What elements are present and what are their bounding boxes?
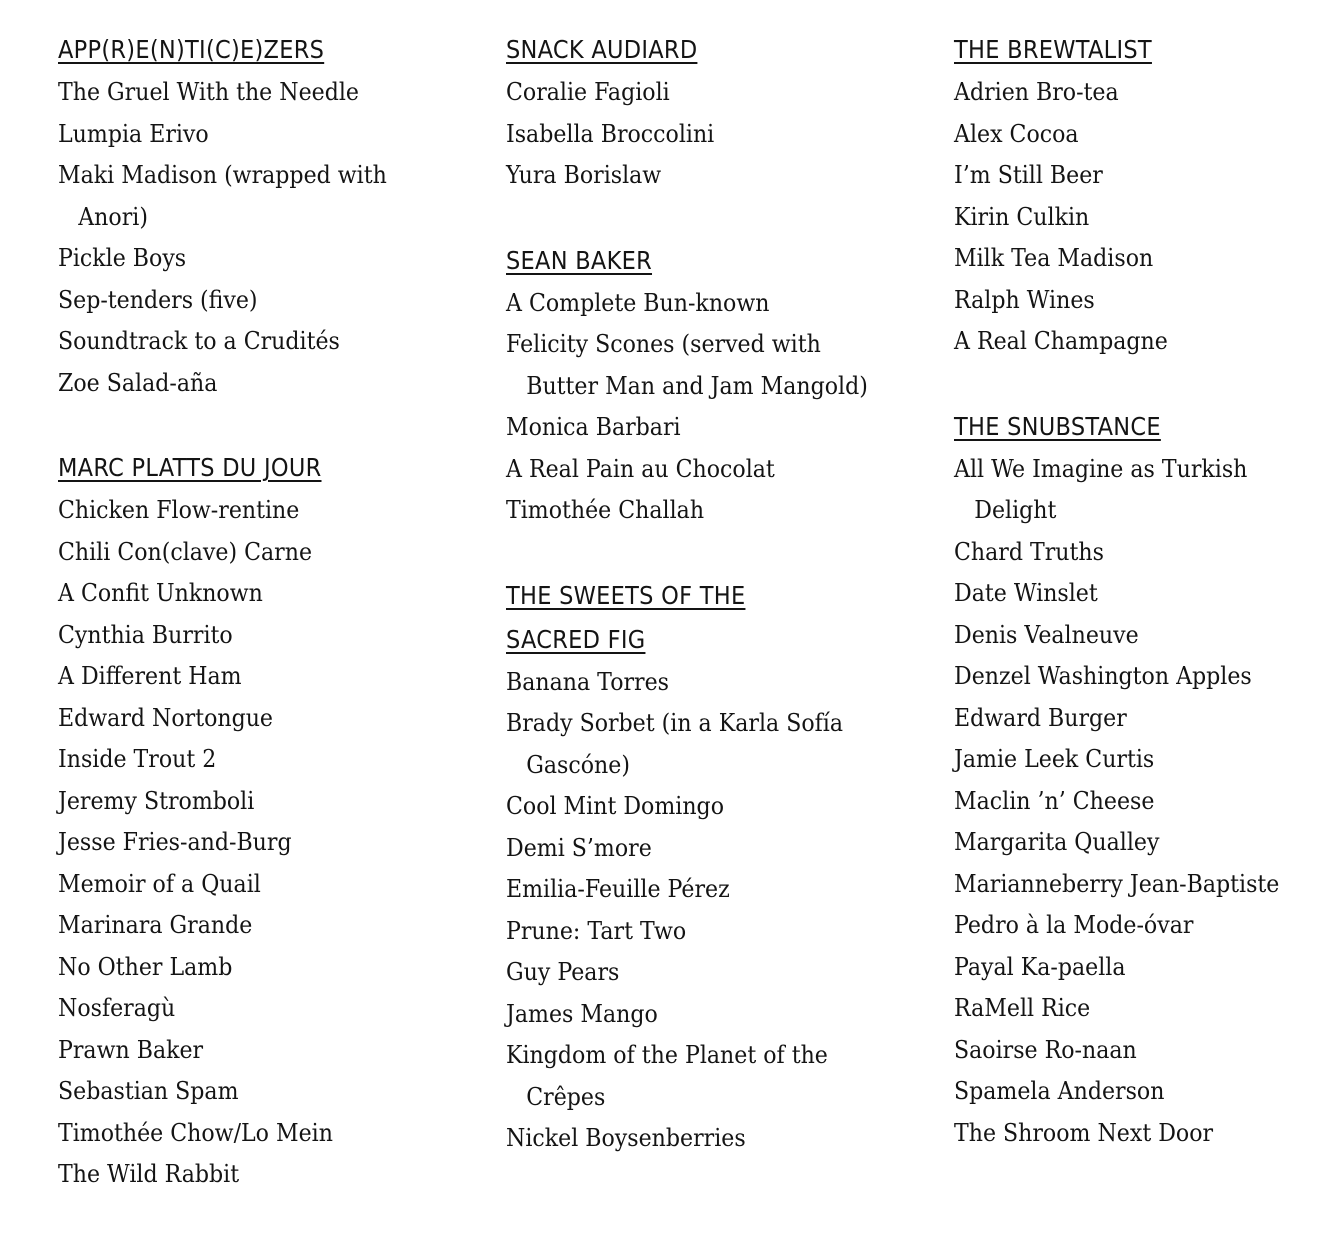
menu-item: Zoe Salad-aña [58, 368, 218, 397]
menu-item: Maclin ’n’ Cheese [954, 786, 1155, 815]
menu-item-list [954, 72, 1344, 363]
menu-item: RaMell Rice [954, 994, 1091, 1022]
menu-item: Jesse Fries-and-Burg [58, 828, 292, 856]
menu-column-3 [954, 28, 1344, 1196]
menu-item: Coralie Fagioli [506, 78, 670, 106]
menu-item: Pickle Boys [58, 244, 187, 272]
menu-item: Margarita Qualley [954, 828, 1160, 856]
menu-item: Jamie Leek Curtis [954, 745, 1155, 773]
menu-column-2 [506, 28, 906, 1202]
menu-item: Denzel Washington Apples [954, 662, 1252, 690]
menu-section-snubstance [954, 405, 1344, 1155]
menu-item-list [954, 449, 1344, 1155]
menu-item: Denis Vealneuve [954, 620, 1139, 649]
menu-item-list [58, 490, 458, 1196]
menu-item: Kingdom of the Planet of the Crêpes [506, 1041, 828, 1111]
menu-item: All We Imagine as Turkish Delight [954, 454, 1248, 524]
menu-section-appetizers [58, 28, 458, 404]
section-heading: THE SNUBSTANCE [954, 411, 1161, 441]
menu-item: Sep-tenders (five) [58, 285, 258, 314]
menu-item: Kirin Culkin [954, 202, 1090, 231]
menu-item: Demi S’more [506, 833, 652, 862]
menu-item: Prune: Tart Two [506, 916, 687, 945]
menu-item: Date Winslet [954, 579, 1098, 607]
menu-item-list [506, 662, 906, 1160]
section-heading: SEAN BAKER [506, 245, 653, 275]
menu-item: Alex Cocoa [954, 119, 1079, 148]
menu-item: Soundtrack to a Crudités [58, 327, 340, 355]
menu-item: Banana Torres [506, 667, 669, 696]
menu-item: Prawn Baker [58, 1035, 204, 1064]
menu-section-mains [58, 446, 458, 1196]
menu-item: Saoirse Ro-naan [954, 1035, 1137, 1064]
menu-item: Sebastian Spam [58, 1077, 239, 1105]
menu-item: Pedro à la Mode-óvar [954, 911, 1194, 939]
menu-item: Marianneberry Jean-Baptiste [954, 869, 1280, 898]
menu-item: Ralph Wines [954, 285, 1095, 314]
menu-item: Timothée Challah [506, 496, 705, 524]
menu-item: Lumpia Erivo [58, 119, 209, 148]
menu-item: Brady Sorbet (in a Karla Sofía Gascóne) [506, 709, 844, 779]
menu-item: A Complete Bun-known [506, 288, 770, 317]
menu-column-1 [58, 28, 458, 1238]
menu-section-snacks [506, 28, 906, 197]
menu-section-baker [506, 239, 906, 532]
menu-section-drinks [954, 28, 1344, 363]
menu-item: No Other Lamb [58, 952, 233, 981]
menu-item: The Wild Rabbit [58, 1160, 240, 1188]
menu-item: Chard Truths [954, 537, 1104, 566]
menu-item: Timothée Chow/Lo Mein [58, 1118, 333, 1147]
menu-item: Marinara Grande [58, 911, 253, 939]
menu-item: Edward Nortongue [58, 703, 274, 732]
menu-item: Memoir of a Quail [58, 869, 261, 898]
menu-item: Guy Pears [506, 958, 620, 986]
menu-item: Adrien Bro-tea [954, 78, 1119, 106]
menu-item: Jeremy Stromboli [58, 786, 255, 815]
menu-item: Maki Madison (wrapped with Anori) [58, 161, 387, 231]
menu-item: Yura Borislaw [506, 161, 662, 189]
menu-item: James Mango [506, 999, 658, 1028]
menu-item-list [506, 72, 906, 197]
menu-item: A Real Champagne [954, 327, 1168, 355]
menu-item: Edward Burger [954, 703, 1127, 732]
section-heading: THE BREWTALIST [954, 35, 1152, 64]
menu-item: Inside Trout 2 [58, 745, 217, 773]
menu-item: Chicken Flow-rentine [58, 496, 300, 524]
menu-item: A Different Ham [58, 662, 242, 690]
menu-item: Spamela Anderson [954, 1077, 1165, 1105]
menu-item: A Real Pain au Chocolat [506, 454, 775, 483]
menu-item: Emilia-Feuille Pérez [506, 875, 730, 903]
section-heading: APP(R)E(N)TI(C)E)ZERS [58, 35, 325, 64]
menu-item: Nosferagù [58, 994, 176, 1022]
menu-item: Nickel Boysenberries [506, 1124, 746, 1152]
menu-item: Monica Barbari [506, 413, 681, 441]
menu-item: The Shroom Next Door [954, 1118, 1214, 1147]
menu-item: Payal Ka-paella [954, 952, 1126, 981]
section-heading: THE SWEETS OF THE SACRED FIG [506, 580, 746, 654]
menu-section-sweets [506, 574, 906, 1160]
menu-item: Felicity Scones (served with Butter Man and Jam Mangold) [506, 330, 868, 400]
menu-item-list [506, 283, 906, 532]
menu-item: Chili Con(clave) Carne [58, 537, 313, 566]
menu-item: Milk Tea Madison [954, 244, 1154, 272]
menu-item: Cynthia Burrito [58, 620, 233, 649]
menu-item-list [58, 72, 458, 404]
menu-item: Cool Mint Domingo [506, 792, 724, 820]
menu-item: The Gruel With the Needle [58, 78, 359, 106]
section-heading: SNACK AUDIARD [506, 35, 698, 64]
section-heading: MARC PLATTS DU JOUR [58, 453, 322, 482]
menu-item: A Confit Unknown [58, 579, 263, 607]
menu-item: I’m Still Beer [954, 161, 1103, 189]
menu-item: Isabella Broccolini [506, 119, 715, 148]
